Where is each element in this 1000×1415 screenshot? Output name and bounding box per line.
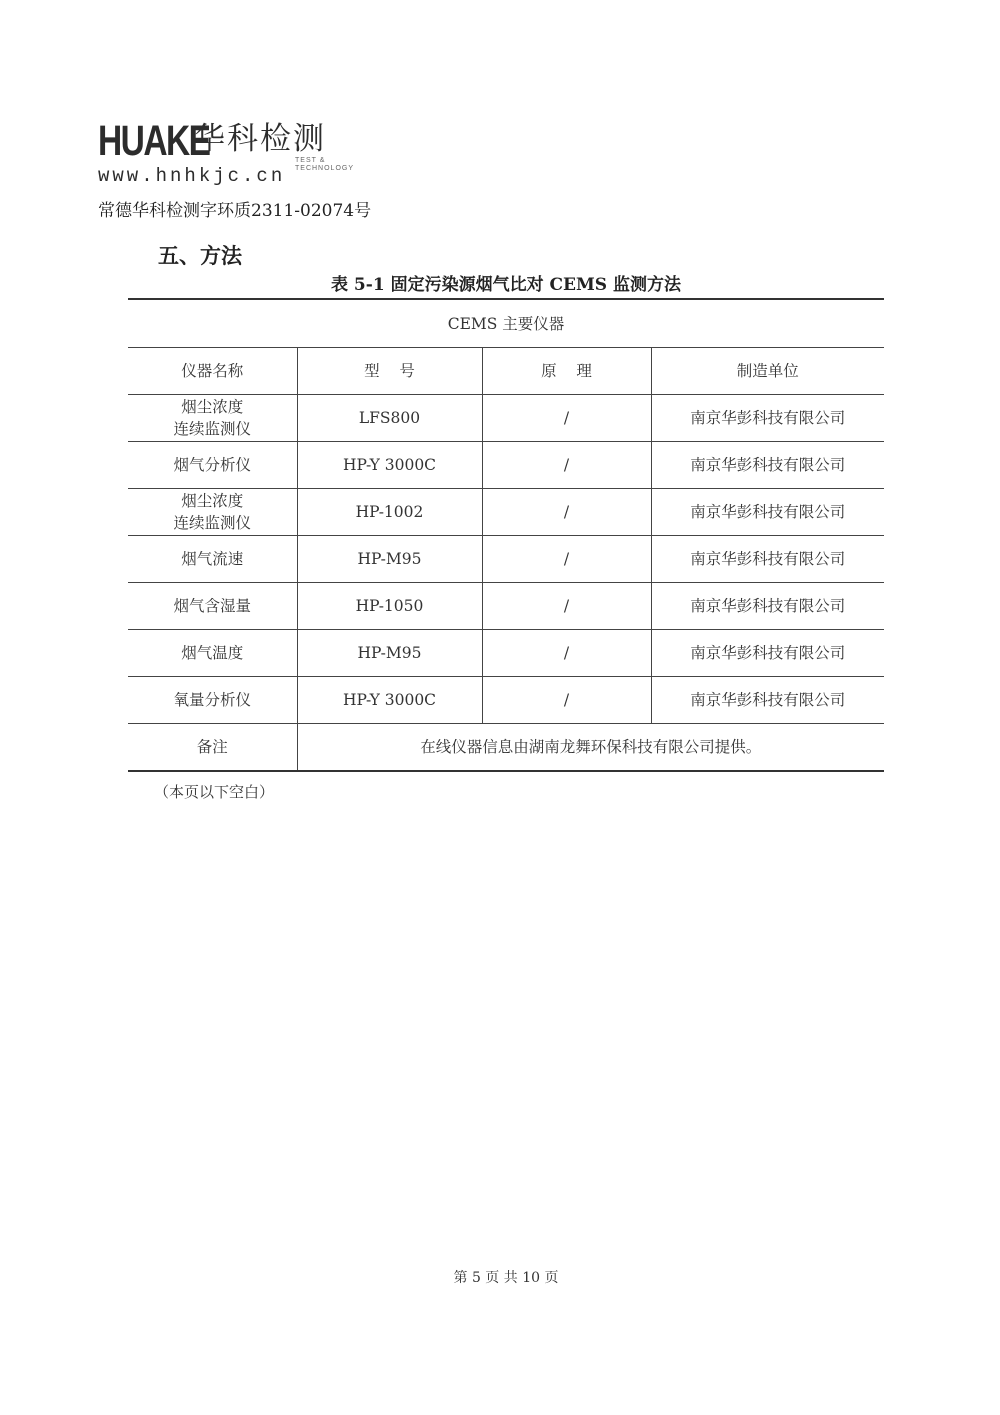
instrument-maker: 南京华彭科技有限公司 [651,677,884,724]
column-header-maker: 制造单位 [651,348,884,395]
instrument-name-line: 烟尘浓度 [181,492,244,510]
instrument-name [128,583,297,630]
instrument-model: HP-M95 [297,630,482,677]
document-number: 常德华科检测字环质2311-02074号 [98,201,372,221]
logo-mark: HUAKE [98,117,210,165]
instrument-model: HP-1050 [297,583,482,630]
cems-instrument-table [128,298,884,772]
table-column-header-row [128,348,884,395]
logo-url: www.hnhkjc.cn [98,165,286,187]
instrument-maker: 南京华彭科技有限公司 [651,583,884,630]
instrument-principle: / [482,630,651,677]
instrument-maker: 南京华彭科技有限公司 [651,630,884,677]
remark-label: 备注 [128,724,297,772]
instrument-maker: 南京华彭科技有限公司 [651,442,884,489]
instrument-name [128,395,297,442]
cems-table-wrapper [128,298,884,772]
instrument-name-line: 连续监测仪 [173,514,251,532]
column-header-model: 型 号 [297,348,482,395]
instrument-model: HP-Y 3000C [297,442,482,489]
instrument-name-line: 烟气含湿量 [173,597,251,615]
table-row [128,630,884,677]
instrument-principle: / [482,489,651,536]
remark-text: 在线仪器信息由湖南龙舞环保科技有限公司提供。 [297,724,884,772]
instrument-name [128,677,297,724]
page-indicator: 第 5 页 共 10 页 [453,1270,559,1286]
instrument-maker: 南京华彭科技有限公司 [651,536,884,583]
column-header-principle: 原 理 [482,348,651,395]
instrument-principle: / [482,395,651,442]
table-row [128,583,884,630]
table-row [128,395,884,442]
instrument-model: HP-1002 [297,489,482,536]
logo-subtitle: TEST & TECHNOLOGY [295,157,355,172]
instrument-principle: / [482,677,651,724]
instrument-name-line: 氧量分析仪 [173,691,251,709]
blank-page-note: （本页以下空白） [154,783,275,801]
table-row [128,442,884,489]
company-logo [98,117,355,190]
instrument-model: HP-Y 3000C [297,677,482,724]
instrument-model: LFS800 [297,395,482,442]
instrument-principle: / [482,536,651,583]
logo-company-name: 华科检测 [194,121,326,157]
column-header-name: 仪器名称 [128,348,297,395]
instrument-name [128,489,297,536]
instrument-maker: 南京华彭科技有限公司 [651,489,884,536]
table-row [128,677,884,724]
table-caption: 表 5-1 固定污染源烟气比对 CEMS 监测方法 [331,275,681,295]
instrument-name-line: 烟气流速 [181,550,244,568]
instrument-principle: / [482,583,651,630]
instrument-name [128,536,297,583]
table-row [128,536,884,583]
instrument-name-line: 烟尘浓度 [181,398,244,416]
instrument-name [128,442,297,489]
table-remark-row [128,724,884,772]
instrument-maker: 南京华彭科技有限公司 [651,395,884,442]
table-group-header-row [128,299,884,348]
instrument-name-line: 连续监测仪 [173,420,251,438]
instrument-name [128,630,297,677]
instrument-name-line: 烟气分析仪 [173,456,251,474]
section-heading: 五、方法 [158,243,242,268]
table-row [128,489,884,536]
instrument-model: HP-M95 [297,536,482,583]
table-group-header: CEMS 主要仪器 [128,299,884,348]
instrument-principle: / [482,442,651,489]
instrument-name-line: 烟气温度 [181,644,244,662]
